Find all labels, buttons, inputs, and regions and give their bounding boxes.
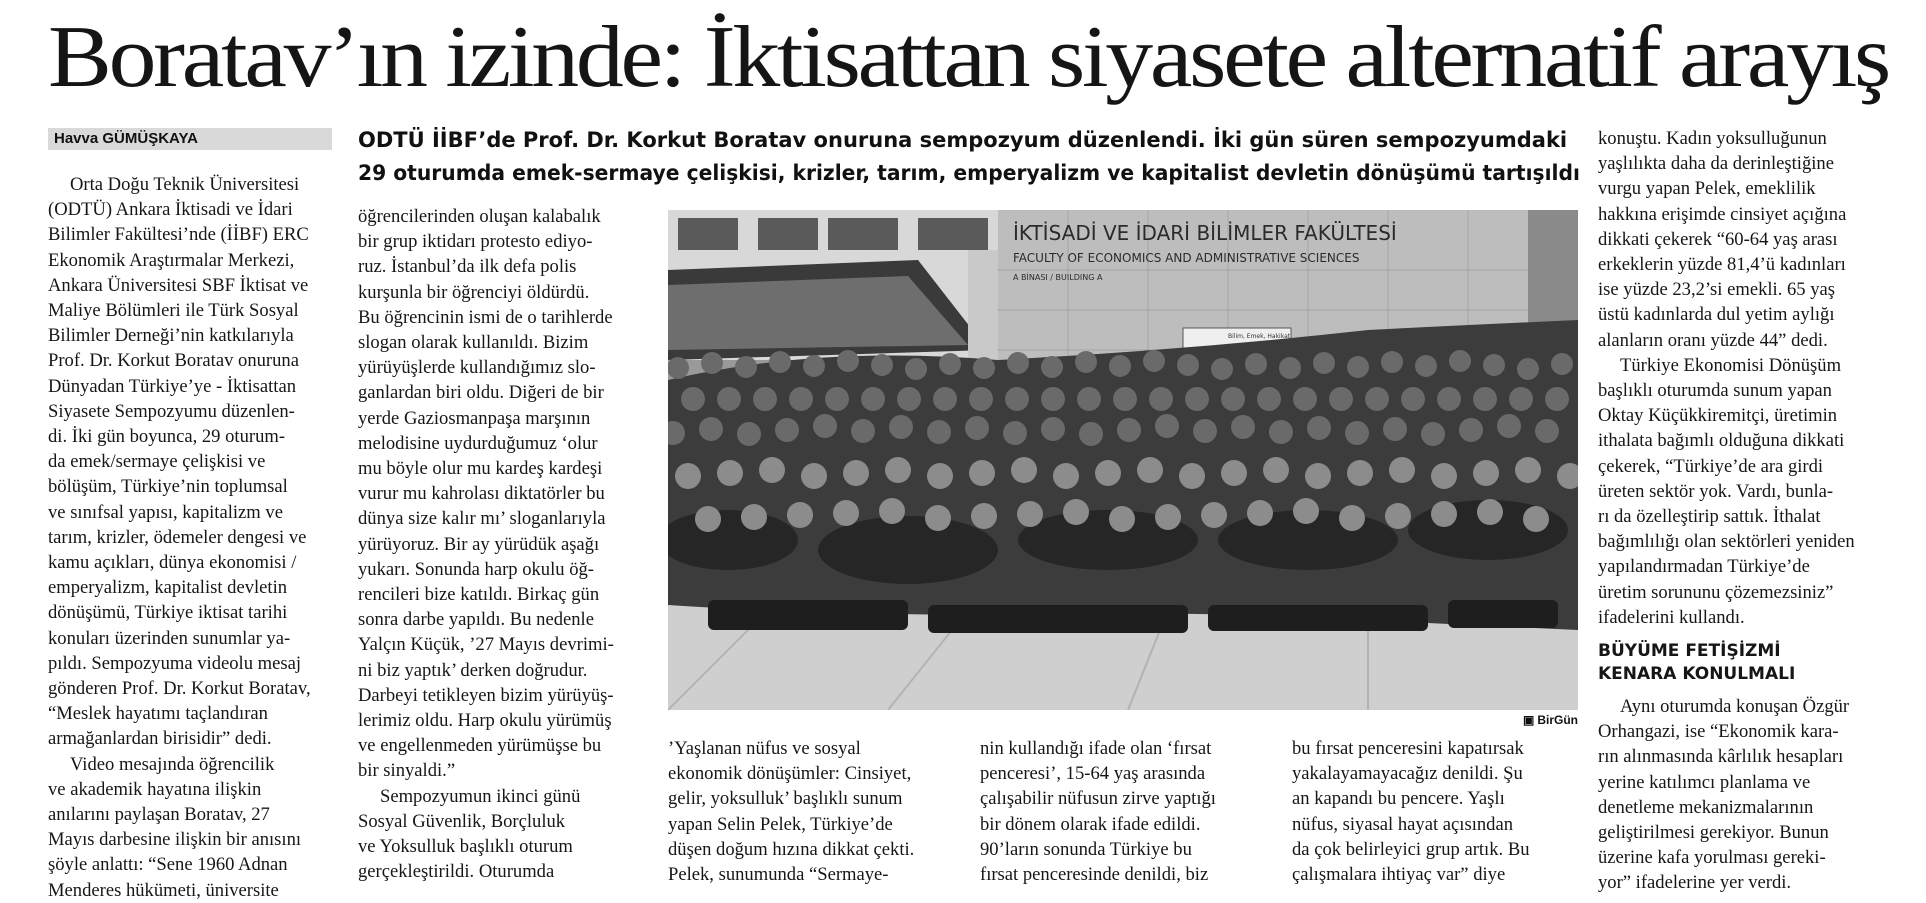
text-line: ise yüzde 23,2’si emekli. 65 yaş [1598,279,1836,301]
text-line: ruz. İstanbul’da ilk defa polis [358,256,577,278]
person-head [1515,457,1541,483]
column-3 [668,736,968,887]
text-line: düşen doğum hızına dikkat çekti. [668,838,915,860]
text-line: Yalçın Küçük, ’27 Mayıs devrimi- [358,634,614,656]
text-line: yerde Gaziosmanpaşa marşının [358,407,591,429]
text-line: Pelek, sunumunda “Sermaye- [668,864,889,886]
text-line: gerçekleştirildi. Oturumda [358,861,555,883]
person-head [1221,387,1245,411]
person-head [1257,387,1281,411]
person-head [681,387,705,411]
facade-sign-title: İKTİSADİ VE İDARİ BİLİMLER FAKÜLTESİ [1013,221,1397,245]
person-head [1523,506,1549,532]
text-line: rın alınmasında kârlılık hesapları [1598,746,1844,768]
paragraph [48,172,334,752]
text-line: yukarı. Sonunda harp okulu öğ- [358,558,594,580]
person-head [1477,499,1503,525]
text-line: Ankara Üniversitesi SBF İktisat ve [48,274,309,296]
person-head [803,355,825,377]
person-head [1041,417,1065,441]
person-head [889,415,913,439]
facade-sign-building: A BİNASI / BUILDING A [1013,273,1103,282]
person-head [1497,414,1521,438]
text-line: konuları üzerinden sunumlar ya- [48,627,291,649]
person-head [1155,504,1181,530]
paragraph [1598,694,1898,896]
text-line: kurşunla bir öğrenciyi öldürdü. [358,281,590,303]
person-head [813,414,837,438]
text-line: ve akademik hayatına ilişkin [48,778,262,800]
person-head [1381,351,1403,373]
person-head [1137,457,1163,483]
text-line: üstü kadınlarda dul yetim aylığı [1598,304,1835,326]
column-5 [1292,736,1582,887]
person-head [789,387,813,411]
person-head [701,352,723,374]
paragraph [1598,353,1898,630]
person-head [1149,387,1173,411]
column-1 [48,172,334,903]
person-head [1245,353,1267,375]
person-head [1509,387,1533,411]
text-line: öğrencilerinden oluşan kalabalık [358,206,601,227]
text-line: çalışabilir nüfusun zirve yaptığı [980,788,1216,810]
text-line: yor” ifadelerine yer verdi. [1598,872,1792,894]
text-line: Prof. Dr. Korkut Boratav onuruna [48,350,299,372]
person-head [1483,354,1505,376]
person-head [753,387,777,411]
person-head [1041,387,1065,411]
subheading-line: KENARA KONULMALI [1598,664,1796,685]
text-line: an kapandı bu pencere. Yaşlı [1292,788,1505,810]
column-2 [358,204,654,884]
text-line: 90’ların sonunda Türkiye bu [980,838,1192,860]
person-head [1053,463,1079,489]
paragraph [1598,126,1898,353]
person-head [699,417,723,441]
person-head [1005,387,1029,411]
person-head [1347,356,1369,378]
person-head [1193,419,1217,443]
person-head [1113,387,1137,411]
text-line: tarım, krizler, ödemeler dengesi ve [48,526,307,548]
person-head [897,387,921,411]
column-6 [1598,126,1898,896]
person-head [1179,463,1205,489]
spot-line: ODTÜ İİBF’de Prof. Dr. Korkut Boratav onuruna sempozyum düzenlendi. İki gün süren sempozyumdaki [358,128,1568,152]
text-line: pıldı. Sempozyuma videolu mesaj [48,652,302,674]
person-head [1345,421,1369,445]
person-head [735,356,757,378]
text-line: ’Yaşlanan nüfus ve sosyal [668,738,861,759]
text-line: yaşlılıkta daha da derinleştiğine [1598,153,1834,175]
person-head [871,354,893,376]
person-head [969,460,995,486]
text-line: bu fırsat penceresini kapatırsak [1292,738,1524,759]
text-line: çalışmalara ihtiyaç var” diye [1292,864,1506,886]
text-line: fırsat penceresinde denildi, biz [980,864,1209,886]
text-line: erkeklerin yüzde 81,4’ü kadınları [1598,254,1846,276]
person-head [1221,460,1247,486]
text-line: sonra darbe yapıldı. Bu nedenle [358,609,594,631]
camera-icon: ▣ [1522,713,1535,727]
text-line: Oktay Küçükkiremitçi, üretimin [1598,405,1838,427]
person-head [668,357,689,379]
spot-summary [358,124,1580,190]
column-6-after [1598,694,1898,896]
column-4 [980,736,1280,887]
text-line: Sosyal Güvenlik, Borçluluk [358,810,566,832]
person-head [925,505,951,531]
person-head [1247,500,1273,526]
text-line: rencileri bize katıldı. Birkaç gün [358,584,600,606]
person-head [1279,357,1301,379]
headline: Boratav’ın izinde: İktisattan siyasete alternatif arayış [48,9,1889,106]
person-head [1473,387,1497,411]
person-head [927,463,953,489]
text-line: da çok belirleyici grup artık. Bu [1292,838,1530,860]
person-head [825,387,849,411]
text-line: Türkiye Ekonomisi Dönüşüm [1620,354,1842,376]
person-head [801,463,827,489]
text-line: anılarını paylaşan Boratav, 27 [48,804,270,826]
person-head [965,416,989,440]
person-head [1437,387,1461,411]
text-line: yürüyüşlerde kullandığımız slo- [358,357,596,379]
text-line: Sempozyumun ikinci günü [380,785,581,807]
person-head [1263,457,1289,483]
text-line: denetleme mekanizmalarının [1598,796,1814,818]
text-line: nüfus, siyasal hayat açısından [1292,813,1514,835]
text-line: ni biz yaptık’ derken doğrudur. [358,659,588,681]
person-head [1077,387,1101,411]
paragraph [1292,736,1582,887]
text-line: yapılandırmadan Türkiye’de [1598,556,1810,578]
paragraph [358,204,654,784]
text-line: melodisine uydurduğumuz ‘olur [358,432,598,454]
text-line: bir dönem olarak ifade edildi. [980,813,1201,835]
text-line: dünya size kalır mı’ sloganlarıyla [358,508,606,530]
person-head [769,351,791,373]
person-head [1155,414,1179,438]
group-photo [668,210,1578,710]
paragraph [358,784,654,885]
text-line: Bu öğrencinin ismi de o tarihlerde [358,306,613,328]
text-line: gelir, yoksulluk’ başlıklı sunum [668,788,903,810]
person-head [1231,415,1255,439]
person-head [837,350,859,372]
person-head [933,387,957,411]
text-line: yakalayamayacağız denildi. Şu [1292,763,1523,785]
text-line: di. İki gün boyunca, 29 oturum- [48,426,286,448]
person-head [1143,350,1165,372]
person-head [1011,457,1037,483]
person-head [1177,354,1199,376]
person-head [1063,499,1089,525]
person-head [1201,502,1227,528]
person-head [717,387,741,411]
banner-small-text: Bilim, Emek, Hakikat [1228,333,1291,340]
byline: Havva GÜMÜŞKAYA [48,128,332,150]
person-head [939,353,961,375]
person-head [1415,355,1437,377]
text-line: ifadelerini kullandı. [1598,606,1745,628]
person-head [861,387,885,411]
person-head [843,460,869,486]
person-head [1109,506,1135,532]
person-head [1535,419,1559,443]
text-line: yürüyoruz. Bir ay yürüdük aşağı [358,533,600,555]
person-head [833,500,859,526]
text-line: alanların oranı yüzde 44” dedi. [1598,329,1828,351]
text-line: Darbeyi tetikleyen bizim yürüyüş- [358,684,614,706]
section-subheading [1598,640,1898,686]
person-head [1385,503,1411,529]
photo-credit-label: BirGün [1537,713,1578,727]
text-line: da emek/sermaye çelişkisi ve [48,451,266,473]
person-head [905,358,927,380]
person-head [741,504,767,530]
text-line: ve Yoksulluk başlıklı oturum [358,836,573,858]
person-head [775,418,799,442]
text-line: Aynı oturumda konuşan Özgür [1620,696,1850,718]
person-head [1269,420,1293,444]
facade-sign-subtitle: FACULTY OF ECONOMICS AND ADMINISTRATIVE SCIENCES [1013,251,1360,265]
person-head [1459,418,1483,442]
person-head [1293,387,1317,411]
person-head [759,457,785,483]
person-head [1551,353,1573,375]
column-6-before [1598,126,1898,630]
subheading-line: BÜYÜME FETİŞİZMİ [1598,641,1781,662]
text-line: penceresi’, 15-64 yaş arasında [980,763,1206,785]
text-line: yerine katılımcı planlama ve [1598,771,1811,793]
text-line: Bilimler Fakültesi’nde (İİBF) ERC [48,224,309,246]
text-line: bölüşüm, Türkiye’nin toplumsal [48,476,288,498]
text-line: ekonomik dönüşümler: Cinsiyet, [668,763,912,785]
spot-line: 29 oturumda emek-sermaye çelişkisi, krizler, tarım, emperyalizm ve kapitalist devletin dönüşümü tartışıldı [358,161,1580,185]
text-line: bağımlılığı olan sektörleri yeniden [1598,531,1855,553]
text-line: nin kullandığı ifade olan ‘fırsat [980,738,1212,759]
person-head [1117,418,1141,442]
person-head [973,357,995,379]
text-line: Orhangazi, ise “Ekonomik kara- [1598,721,1839,743]
text-line: mu böyle olur mu kardeş kardeşi [358,458,603,480]
text-line: vurur mu kahrolası diktatörler bu [358,483,605,505]
text-line: Siyasete Sempozyumu düzenlen- [48,400,295,422]
text-line: armağanlardan birisidir” dedi. [48,728,272,750]
person-head [1293,498,1319,524]
text-line: lerimiz oldu. Harp okulu yürümüş [358,710,612,732]
text-line: Maliye Bölümleri ile Türk Sosyal [48,300,299,322]
person-head [1517,358,1539,380]
person-head [1041,356,1063,378]
text-line: slogan olarak kullanıldı. Bizim [358,332,589,354]
person-head [717,460,743,486]
text-line: bir sinyaldi.” [358,760,456,782]
paragraph [668,736,968,887]
person-head [851,419,875,443]
text-line: yapan Selin Pelek, Türkiye’de [668,813,893,835]
person-head [927,420,951,444]
text-line: Orta Doğu Teknik Üniversitesi [70,174,300,195]
text-line: dönüşümü, Türkiye iktisat tarihi [48,602,288,624]
text-line: başlıklı oturumda sunum yapan [1598,380,1832,402]
person-head [1307,416,1331,440]
text-line: kamu açıkları, dünya ekonomisi / [48,552,297,574]
person-head [1095,460,1121,486]
text-line: (ODTÜ) Ankara İktisadi ve İdari [48,199,293,221]
person-head [1545,387,1569,411]
paragraph [980,736,1280,887]
person-head [695,506,721,532]
text-line: Bilimler Derneği’nin katkılarıyla [48,325,294,347]
text-line: dikkati çekerek “60-64 yaş arası [1598,228,1838,250]
person-head [1109,355,1131,377]
text-line: Ekonomik Araştırmalar Merkezi, [48,249,295,271]
text-line: gönderen Prof. Dr. Korkut Boratav, [48,678,311,700]
person-head [1329,387,1353,411]
person-head [1003,421,1027,445]
person-head [1449,350,1471,372]
person-head [1473,460,1499,486]
person-head [1383,417,1407,441]
text-line: bir grup iktidarı protesto ediyo- [358,231,593,253]
photo-credit [1510,712,1578,728]
person-head [675,463,701,489]
person-head [879,498,905,524]
text-line: geliştirilmesi gerekiyor. Bunun [1598,822,1829,844]
person-head [971,503,997,529]
text-line: rı da özelleştirip sattık. İthalat [1598,506,1821,528]
person-head [969,387,993,411]
text-line: Dünyadan Türkiye’ye - İktisattan [48,375,297,397]
text-line: şöyle anlattı: “Sene 1960 Adnan [48,854,288,876]
text-line: vurgu yapan Pelek, emeklilik [1598,178,1816,200]
text-line: ithalata bağımlı olduğuna dikkati [1598,430,1845,452]
person-head [1401,387,1425,411]
text-line: ganlardan biri oldu. Diğeri de bir [358,382,604,404]
person-head [1079,422,1103,446]
paragraph [48,752,334,903]
person-head [1421,422,1445,446]
person-head [1389,457,1415,483]
text-line: ve engellenmeden yürümüşse bu [358,735,602,757]
text-line: üreten sektör yok. Vardı, bunla- [1598,480,1834,502]
person-head [1339,505,1365,531]
text-line: Mayıs darbesine ilişkin bir anısını [48,829,302,851]
person-head [885,457,911,483]
text-line: emperyalizm, kapitalist devletin [48,577,288,599]
person-head [1007,352,1029,374]
text-line: Video mesajında öğrencilik [70,753,275,775]
person-head [1017,501,1043,527]
person-head [1431,501,1457,527]
person-head [1211,358,1233,380]
text-line: çekerek, “Türkiye’de ara girdi [1598,455,1824,477]
person-head [1075,351,1097,373]
person-head [1347,460,1373,486]
person-head [1431,463,1457,489]
text-line: üretim sorununu çözemezsiniz” [1598,581,1834,603]
text-line: “Meslek hayatımı taçlandıran [48,703,268,725]
text-line: ve sınıfsal yapısı, kapitalizm ve [48,501,283,523]
person-head [737,422,761,446]
text-line: üzerine kafa yorulması gereki- [1598,847,1826,869]
person-head [1305,463,1331,489]
person-head [1365,387,1389,411]
person-head [787,502,813,528]
person-head [1313,352,1335,374]
person-head [1185,387,1209,411]
text-line: Menderes hükümeti, üniversite [48,879,279,901]
text-line: konuştu. Kadın yoksulluğunun [1598,128,1827,149]
text-line: hakkına erişimde cinsiyet açığına [1598,203,1847,225]
